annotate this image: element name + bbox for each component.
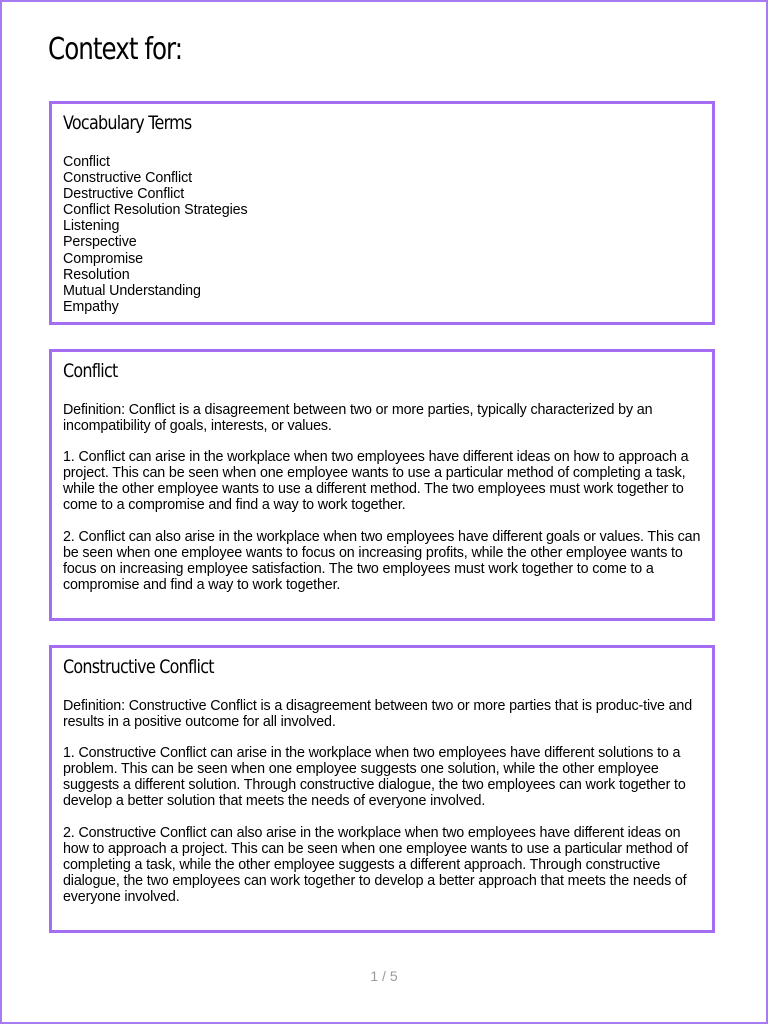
vocabulary-term: Resolution xyxy=(63,266,130,283)
vocabulary-term: Conflict Resolution Strategies xyxy=(63,202,248,219)
conflict-heading: Conflict xyxy=(63,360,118,382)
conflict-definition: Definition: Conflict is a disagreement between two or more parties, typically characterized by an incompatibility of goals, interests, or values. xyxy=(63,402,653,435)
constructive-conflict-example-1: 1. Constructive Conflict can arise in the workplace when two employees have different solutions to a problem. This can be seen when one employee suggests one solution, while the other employee suggests a different solution. Through constructive dialogue, the two employees can work together to develop a better solution that meets the needs of everyone involved. xyxy=(63,745,686,810)
constructive-conflict-definition: Definition: Constructive Conflict is a disagreement between two or more parties that is produc-tive and results in a positive outcome for all involved. xyxy=(63,698,693,731)
conflict-example-1: 1. Conflict can arise in the workplace when two employees have different ideas on how to approach a project. This can be seen when one employee wants to use a particular method of completing a task, while the other employee wants to use a different method. The two employees must work together to come to a compromise and find a way to work together. xyxy=(63,449,689,514)
vocabulary-heading: Vocabulary Terms xyxy=(63,112,192,134)
vocabulary-term: Conflict xyxy=(63,154,110,170)
page-number: 1 / 5 xyxy=(370,968,398,984)
vocabulary-term: Compromise xyxy=(63,250,144,267)
vocabulary-term: Empathy xyxy=(63,298,119,315)
vocabulary-term: Destructive Conflict xyxy=(63,186,185,203)
vocabulary-term: Listening xyxy=(63,218,120,235)
conflict-example-2: 2. Conflict can also arise in the workplace when two employees have different goals or values. This can be seen when one employee wants to focus on increasing profits, while the other employee wants to focus on increasing employee satisfaction. The two employees must work together to come to a compromise and find a way to work together. xyxy=(63,528,701,593)
vocabulary-term-list xyxy=(63,154,702,315)
constructive-conflict-box xyxy=(49,645,715,933)
constructive-conflict-heading: Constructive Conflict xyxy=(63,656,214,678)
vocabulary-box xyxy=(49,101,715,325)
vocabulary-term: Perspective xyxy=(63,234,137,251)
constructive-conflict-example-2: 2. Constructive Conflict can also arise in the workplace when two employees have different ideas on how to approach a project. This can be seen when one employee wants to use a particular method of completing a task, while the other employee suggests a different approach. Through constructive dialogue, the two employees can work together to develop a better approach that meets the needs of everyone involved. xyxy=(63,824,688,905)
vocabulary-term: Mutual Understanding xyxy=(63,282,201,299)
vocabulary-term: Constructive Conflict xyxy=(63,170,193,187)
page-title: Context for: xyxy=(48,32,183,67)
conflict-box xyxy=(49,349,715,621)
